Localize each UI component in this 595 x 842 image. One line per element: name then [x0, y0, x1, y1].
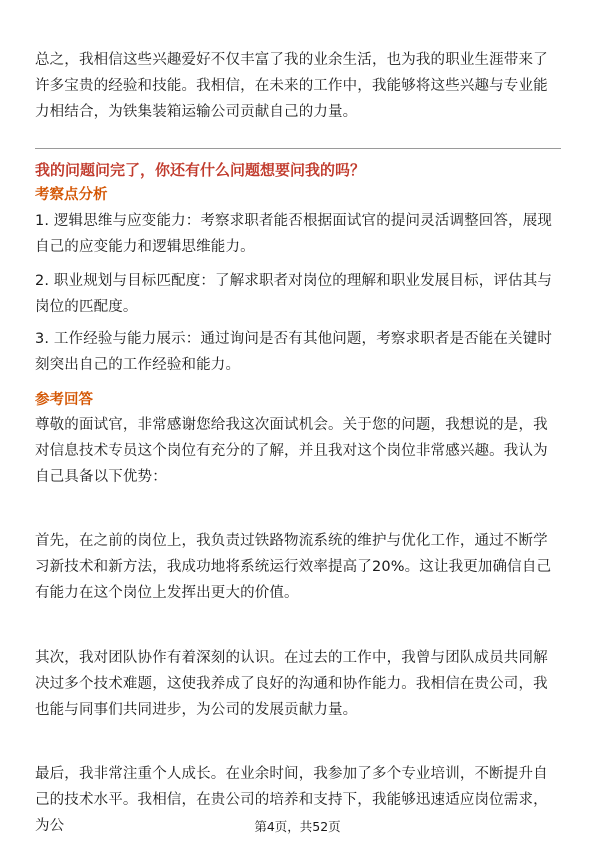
analysis-point-2: 2. 职业规划与目标匹配度：了解求职者对岗位的理解和职业发展目标，评估其与岗位的匹配度。 — [35, 273, 552, 315]
question-heading: 我的问题问完了，你还有什么问题想要问我的吗？ — [35, 161, 366, 179]
answer-paragraph-1: 尊敬的面试官，非常感谢您给我这次面试机会。关于您的问题，我想说的是，我对信息技术专员这个岗位有充分的了解，并且我对这个岗位非常感兴趣。我认为自己具备以下优势： — [35, 417, 548, 485]
analysis-point-1: 1. 逻辑思维与应变能力：考察求职者能否根据面试官的提问灵活调整回答，展现自己的应变能力和逻辑思维能力。 — [35, 213, 552, 255]
intro-paragraph: 总之，我相信这些兴趣爱好不仅丰富了我的业余生活，也为我的职业生涯带来了许多宝贵的经验和技能。我相信，在未来的工作中，我能够将这些兴趣与专业能力相结合，为铁集装箱运输公司贡献自己的力量。 — [35, 52, 548, 120]
analysis-point-3: 3. 工作经验与能力展示：通过询问是否有其他问题，考察求职者是否能在关键时刻突出自己的工作经验和能力。 — [35, 331, 552, 373]
answer-paragraph-3: 其次，我对团队协作有着深刻的认识。在过去的工作中，我曾与团队成员共同解决过多个技术难题，这使我养成了良好的沟通和协作能力。我相信在贵公司，我也能与同事们共同进步，为公司的发展贡献力量。 — [35, 650, 548, 718]
answer-paragraph-2: 首先，在之前的岗位上，我负责过铁路物流系统的维护与优化工作，通过不断学习新技术和新方法，我成功地将系统运行效率提高了20%。这让我更加确信自己有能力在这个岗位上发挥出更大的价值。 — [35, 533, 552, 601]
answer-title: 参考回答 — [35, 392, 93, 408]
answer-paragraph-4: 最后，我非常注重个人成长。在业余时间，我参加了多个专业培训，不断提升自己的技术水平。我相信，在贵公司的培养和支持下，我能够迅速适应岗位需求，为公 — [35, 766, 548, 834]
page-number-footer: 第4页，共52页 — [254, 819, 341, 834]
analysis-title: 考察点分析 — [35, 187, 108, 203]
section-divider — [35, 148, 561, 149]
